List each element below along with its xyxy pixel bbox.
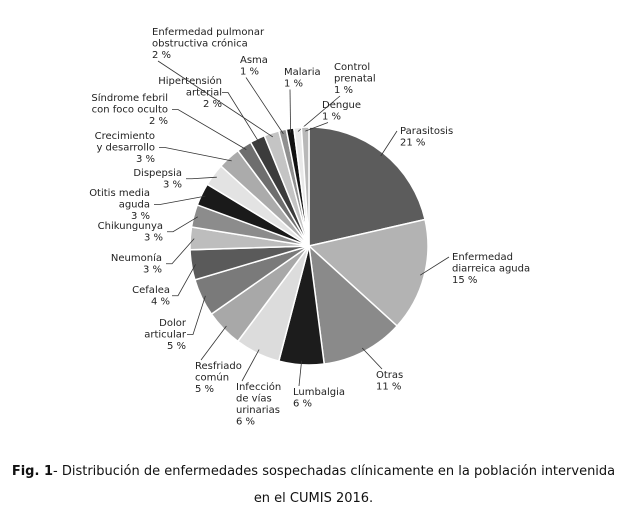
slice-label-1: Enfermedad diarreica aguda 15 % [452, 252, 531, 286]
caption-line-1 [0, 458, 627, 485]
figure-caption [0, 458, 627, 512]
slice-label-9: Chikungunya 3 % [97, 221, 163, 244]
slice-label-15: Enfermedad pulmonar obstructiva crónica 2 % [152, 27, 265, 61]
leader-line-2 [362, 348, 382, 369]
caption-text: - Distribución de enfermedades sospechadas clínicamente en la población intervenida [53, 464, 616, 479]
slice-label-12: Crecimiento y desarrollo 3 % [94, 131, 155, 165]
leader-line-5 [201, 326, 226, 360]
leader-line-6 [187, 296, 205, 335]
slice-label-14: Hipertensión arterial 2 % [158, 76, 222, 110]
slice-label-19: Dengue 1 % [322, 100, 362, 123]
slice-label-16: Asma 1 % [240, 55, 268, 78]
slice-label-11: Dispepsia 3 % [133, 168, 182, 191]
leader-line-12 [159, 148, 232, 161]
caption-line-2: en el CUMIS 2016. [253, 491, 374, 506]
slice-label-7: Cefalea 4 % [132, 285, 170, 308]
slice-label-18: Control prenatal 1 % [334, 62, 376, 96]
slice-label-3: Lumbalgia 6 % [293, 387, 345, 410]
leader-line-17 [290, 90, 291, 133]
slice-label-17: Malaria 1 % [284, 67, 321, 90]
slice-label-4: Infección de vías urinarias 6 % [236, 382, 282, 428]
leader-line-14 [222, 93, 259, 143]
slice-label-5: Resfriado común 5 % [195, 361, 242, 395]
slice-label-0: Parasitosis 21 % [400, 126, 454, 149]
slice-label-13: Síndrome febril con foco oculto 2 % [91, 93, 168, 127]
slice-label-8: Neumonía 3 % [110, 253, 162, 276]
leader-line-0 [381, 131, 397, 156]
leader-line-16 [246, 78, 283, 134]
leader-line-13 [172, 110, 246, 150]
slice-label-10: Otitis media aguda 3 % [89, 188, 150, 222]
leader-line-4 [242, 350, 259, 381]
caption-figure-number: Fig. 1 [11, 464, 53, 479]
slice-label-2: Otras 11 % [376, 370, 404, 393]
slice-label-6: Dolor articular 5 % [144, 318, 186, 352]
